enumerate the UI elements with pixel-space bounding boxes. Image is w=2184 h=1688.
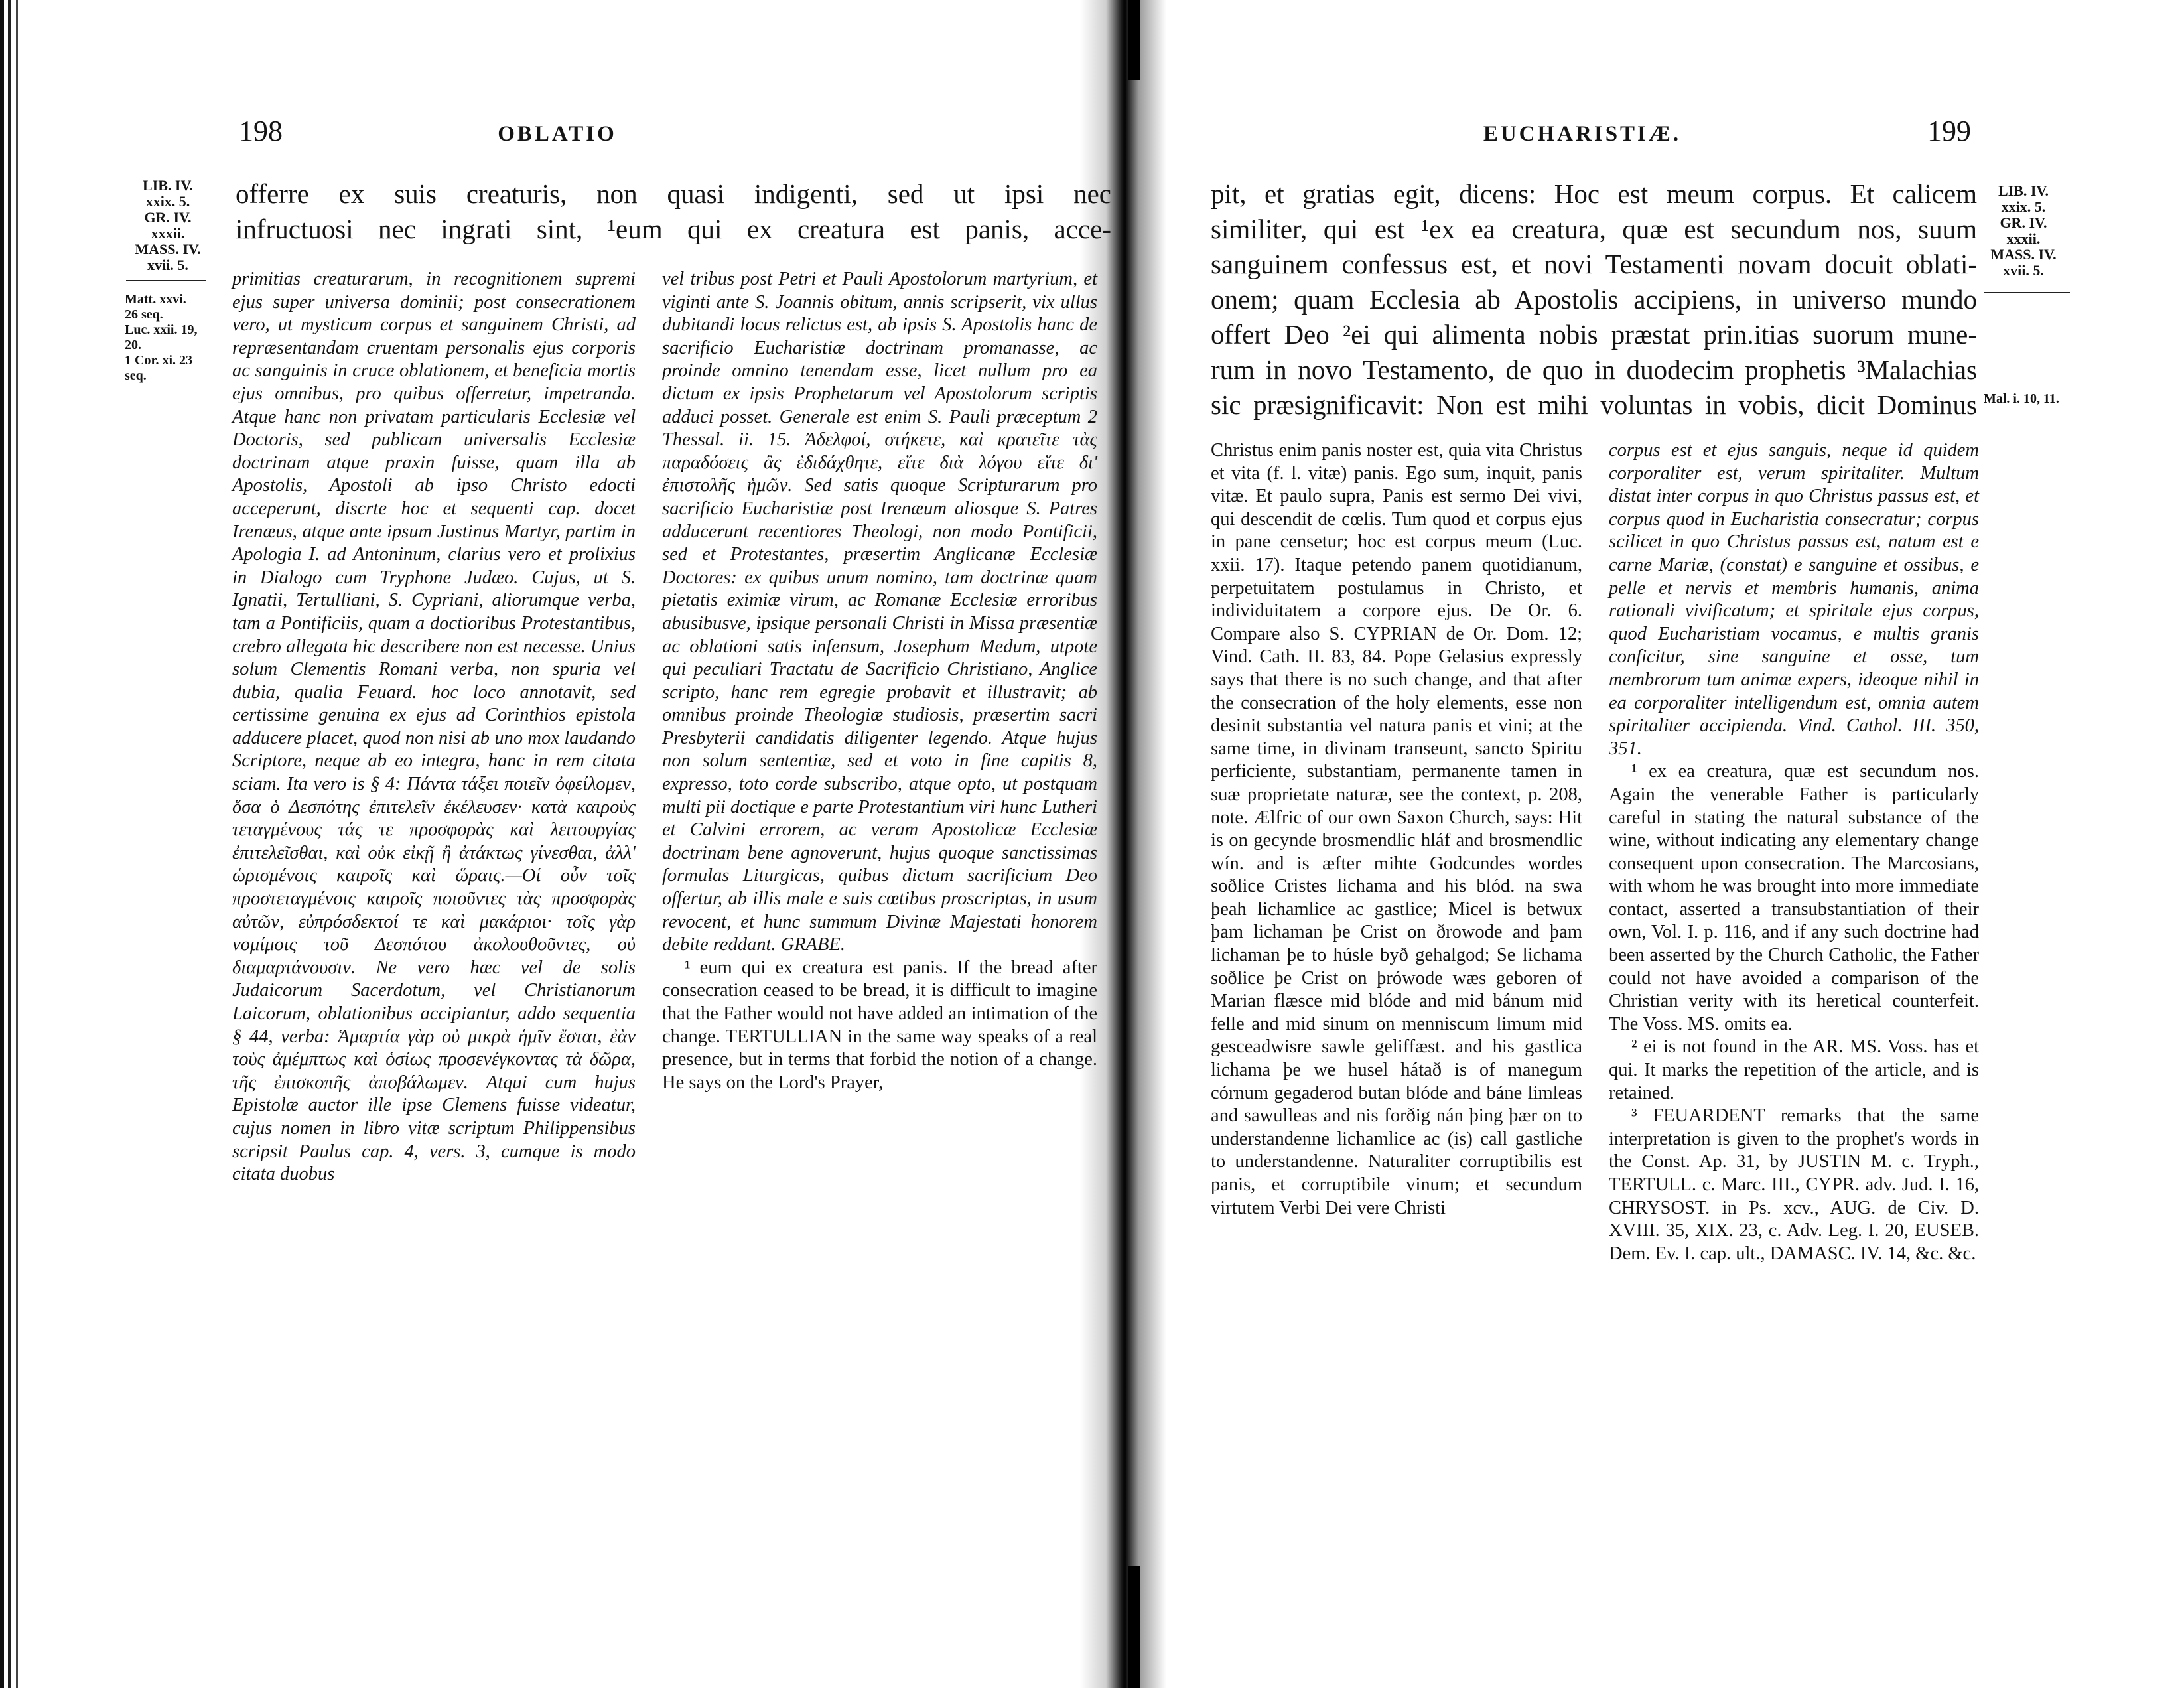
left-main-text [236,176,1111,247]
margin-ref-line: GR. IV. [2000,214,2047,231]
right-page [1211,0,2100,1688]
left-running-title: OBLATIO [498,122,617,146]
note-paragraph: vel tribus post Petri et Pauli Apostolorum martyrium, et viginti ante S. Joannis obitum, annis scripserit, vix ullus dubitandi locus relictus est, ab ipsis S. Apostolis hanc de sacrificio Eucharistiæ doctrinam promanasse, ac proinde omnino tenendam esse, licet nullum pro ea dictum ex ipsis Prophetarum vel Apostolorum scriptis adduci posset. Generale est enim S. Pauli præceptum 2 Thessal. ii. 15. Ἀδελφοί, στήκετε, καὶ κρατεῖτε τὰς παραδόσεις ἃς ἐδιδάχθητε, εἴτε διὰ λόγου εἴτε δι' ἐπιστολῆς ἡμῶν. Sed satis quoque Scripturarum pro sacrificio Eucharistiæ post Irenæum aliosque S. Patres adducerunt recentiores Theologi, non modo Pontificii, sed et Protestantes, præsertim Anglicanæ Ecclesiæ Doctores: ex quibus unum nomino, tam doctrinæ quam pietatis eximiæ virum, ac Romanæ Ecclesiæ erroribus abusibusve, ipsique personali Christi in Missa præsentiæ ac oblationi satis infensum, Josephum Medum, utpote qui peculiari Tractatu de Sacrificio Christiano, Anglice scripto, hanc rem egregie probavit et illustravit; ab omnibus proinde Theologiæ studiosis, præsertim sacri Presbyterii candidatis diligenter legendo. Atque hujus non solum sententiæ, sed et voto in fine capitis 8, expresso, toto corde subscribo, atque opto, ut postquam multi pii doctique e parte Protestantium viri hunc Lutheri et Calvini errorem, ac veram Apostolicæ Ecclesiæ doctrinam bene agnoverunt, hujus quoque sanctissimas formulas Liturgicas, quibus dictum sacrificium Deo offertur, ab illis male e suis cœtibus proscriptas, in usum revocent, et hunc summum Divinæ Majestati honorem debite reddant. GRABE. [662,269,1097,955]
main-text-line: rum in novo Testamento, de quo in duodecim prophetis ³Malachias [1211,354,1977,385]
right-margin-refs-top [1987,183,2060,279]
left-margin-refs-notes [125,292,224,384]
right-main-text [1211,176,1977,423]
main-text-line: pit, et gratias egit, dicens: Hoc est meum corpus. Et calicem [1211,178,1977,209]
main-text-line: infructuosi nec ingrati sint, ¹eum qui ex creatura est panis, acce- [236,214,1111,244]
margin-ref-line: MASS. IV. [1990,246,2057,263]
margin-ref-line: 1 Cor. xi. 23 [125,353,193,368]
right-page-number: 199 [1927,115,1971,147]
margin-ref-line: MASS. IV. [135,241,201,257]
note-paragraph: primitias creaturarum, in recognitionem supremi ejus super universa dominii; post consecrationem vero, ut mysticum corpus et sanguinem Christi, ad repræsentandam cruentam personalis ejus corporis ac sanguinis in cruce oblationem, et beneficia mortis ejus omnibus, pro quibus offerretur, impetranda. Atque hanc non privatam particularis Ecclesiæ vel Doctoris, sed publicam universalis Ecclesiæ doctrinam atque praxin fuisse, quam illa ab Apostolis, Apostoli ab ipso Christo edocti acceperunt, discrte hoc et sequenti cap. docet Irenæus, atque ante ipsum Justinus Martyr, partim in Apologia I. ad Antoninum, clarius vero et prolixius in Dialogo cum Tryphone Judæo. Cujus, ut S. Ignatii, Tertulliani, S. Cypriani, aliorumque verba, tam a Pontificiis, quam a doctioribus Protestantibus, crebro allegata hic describere non est necesse. Unius solum Clementis Romani verba, non spuria vel dubia, qualia Feuard. hoc loco annotavit, sed certissime genuina ex ejus ad Corinthios epistola adducere placet, quod non nisi ab uno mox laudando Scriptore, neque ab eo integra, hanc in rem citata sciam. Ita vero is § 4: Πάντα τάξει ποιεῖν ὀφείλομεν, ὅσα ὁ Δεσπότης ἐπιτελεῖν ἐκέλευσεν· κατὰ καιροὺς τεταγμένους τάς τε προσφορὰς καὶ λειτουργίας ἐπιτελεῖσθαι, καὶ οὐκ εἰκῇ ἢ ἀτάκτως γίνεσθαι, ἀλλ' ὡρισμένοις καιροῖς καὶ ὥραις.—Οἱ οὖν τοῖς προστεταγμένοις καιροῖς ποιοῦντες τὰς προσφορὰς αὐτῶν, εὐπρόσδεκτοί τε καὶ μακάριοι· τοῖς γὰρ νομίμοις τοῦ Δεσπότου ἀκολουθοῦντες, οὐ διαμαρτάνουσιν. Ne vero hæc vel de solis Judaicorum Sacerdotum, vel Christianorum Laicorum, oblationibus accipiantur, addo sequentia § 44, verba: Ἁμαρτία γὰρ οὐ μικρὰ ἡμῖν ἔσται, ἐὰν τοὺς ἀμέμπτως καὶ ὁσίως προσενέγκοντας τὰ δῶρα, τῆς ἐπισκοπῆς ἀποβάλωμεν. Atqui cum hujus Epistolæ auctor ille ipse Clemens fuisse videatur, cujus nomen in libro vitæ scriptum Philippensibus scripsit Paulus cap. 4, vers. 3, cumque is modo citata duobus [232,269,636,1185]
note-paragraph: corpus est et ejus sanguis, neque id quidem corporaliter est, verum spiritaliter. Multum distat inter corpus in quo Christus passus est, et corpus quod in Eucharistia consecratur; corpus scilicet in quo Christus passus est, natum est e carne Mariæ, (constat) e sanguine et ossibus, e pelle et nervis et membris humanis, anima rationali vivificatum; et spiritale ejus corpus, quod Eucharistiam vocamus, e multis granis conficitur, sine sanguine et osse, tum membrorum tum animæ expers, ideoque nihil in ea corporaliter intelligendum est, omnia autem spiritaliter accipienda. Vind. Cathol. III. 350, 351. [1609,440,1979,759]
left-page [113,0,1111,1688]
main-text-line: similiter, qui est ¹ex ea creatura, quæ est secundum nos, suum [1211,214,1977,244]
left-margin-refs-top [131,178,204,273]
footnote-1: ¹ ex ea creatura, quæ est secundum nos. Again the venerable Father is particularly careful in stating the natural substance of the wine, without indicating any elementary change consequent upon consecration. The Marcosians, with whom he was brought into more immediate contact, asserted a transubstantiation of their own, Vol. I. p. 116, and if any such doctrine had been asserted by the Church Catholic, the Father could not have avoided a comparison of the Christian verity with its heretical counterfeit. The Voss. MS. omits ea. [1609,761,1979,1034]
main-text-line: sanguinem confessus est, et novi Testamenti novam docuit oblati- [1211,249,1977,279]
left-notes-column-1 [232,268,636,1186]
right-notes-column-2 [1609,439,1979,1265]
left-notes-column-2 [662,268,1097,1094]
right-notes-column-1 [1211,439,1582,1220]
margin-ref-line: 26 seq. [125,307,163,322]
main-text-line: offerre ex suis creaturis, non quasi indigenti, sed ut ipsi nec [236,178,1111,209]
left-margin-rule [126,280,206,281]
right-running-title: EUCHARISTIÆ. [1483,122,1682,146]
main-text-line: offert Deo ²ei qui alimenta nobis præstat prin.itias suorum mune- [1211,319,1977,350]
margin-ref-line: seq. [125,368,147,383]
note-paragraph: Christus enim panis noster est, quia vita Christus et vita (f. l. vitæ) panis. Ego sum, inquit, panis vitæ. Et paulo supra, Panis est sermo Dei vivi, qui descendit de cœlis. Tum quod et corpus ejus in pane censetur; hoc est corpus meum (Luc. xxii. 17). Itaque petendo panem quotidianum, perpetuitatem postulamus in Christo, et individuitatem a corpore ejus. De Or. 6. Compare also S. CYPRIAN de Or. Dom. 12; Vind. Cath. II. 83, 84. Pope Gelasius expressly says that there is no such change, and that after the consecration of the holy elements, esse non desinit substantia vel natura panis et vini; at the same time, in divinam transeunt, sancto Spiritu perficiente, substantiam, permanente tamen in suæ proprietate naturæ, see the context, p. 208, note. Ælfric of our own Saxon Church, says: Hit is on gecynde brosmendlic hláf and brosmendlic wín. and is æfter mihte Godcundes wordes soðlice Cristes lichama and his blód. na swa þeah lichamlice ac gastlice; Micel is betwux þam lichaman þe Crist on ðrowode and þam lichaman þe to húsle byð gehalgod; Se lichama soðlice þe Crist on þrówode wæs geboren of Marian flæsce mid blóde and mid bánum mid felle and mid sinum on menniscum limum mid gesceadwisre sawle geliffæst. and his gastlica lichama þe we husel hátað is of manegum córnum gegaderod butan blóde and báne limleas and sawulleas and nis forðig nán þing þær on to understandenne lichamlice ac (is) call gastliche to understandenne. Naturaliter corruptibilis est panis, et corruptibile vinum; et secundum virtutem Verbi Dei vere Christi [1211,440,1582,1218]
margin-ref-line: Luc. xxii. 19, [125,322,198,337]
margin-ref-line: GR. IV. [144,209,192,226]
margin-ref-line: xxxii. [2006,230,2041,247]
margin-ref-line: xxix. 5. [145,193,190,210]
margin-ref-line: LIB. IV. [1998,182,2049,199]
right-margin-ref-mal: Mal. i. 10, 11. [1984,391,2059,406]
margin-ref-line: xvii. 5. [147,257,188,273]
margin-ref-line: xxix. 5. [2001,198,2046,215]
gutter-dark-top [1128,0,1140,80]
main-text-line: sic præsignificavit: Non est mihi voluntas in vobis, dicit Dominus [1211,389,1977,420]
margin-ref-line: Matt. xxvi. [125,292,186,307]
footnote-2: ² ei is not found in the AR. MS. Voss. has et qui. It marks the repetition of the article, and is retained. [1609,1036,1979,1103]
left-page-number: 198 [239,115,283,147]
margin-ref-line: xxxii. [151,225,185,242]
left-running-head [113,114,1002,154]
right-running-head [1211,114,2100,154]
main-text-line: onem; quam Ecclesia ab Apostolis accipiens, in universo mundo [1211,284,1977,315]
footnote-3: ³ FEUARDENT remarks that the same interpretation is given to the prophet's words in the Const. Ap. 31, by JUSTIN M. c. Tryph., TERTULL. c. Marc. III., CYPR. adv. Jud. I. 16, CHRYSOST. in Ps. xcv., AUG. de Civ. D. XVIII. 35, XIX. 23, c. Adv. Leg. I. 20, EUSEB. Dem. Ev. I. cap. ult., DAMASC. IV. 14, &c. &c. [1609,1105,1979,1264]
gutter-dark-bottom [1128,1566,1140,1688]
book-binding-edge [0,0,34,1688]
footnote-1: ¹ eum qui ex creatura est panis. If the bread after consecration ceased to be bread, it is difficult to imagine that the Father would not have added an intimation of the change. TERTULLIAN in the same way speaks of a real presence, but in terms that forbid the notion of a change. He says on the Lord's Prayer, [662,957,1097,1093]
right-margin-rule [1984,292,2070,293]
margin-ref-line: LIB. IV. [142,177,194,194]
margin-ref-line: 20. [125,338,141,352]
margin-ref-line: xvii. 5. [2003,262,2044,279]
